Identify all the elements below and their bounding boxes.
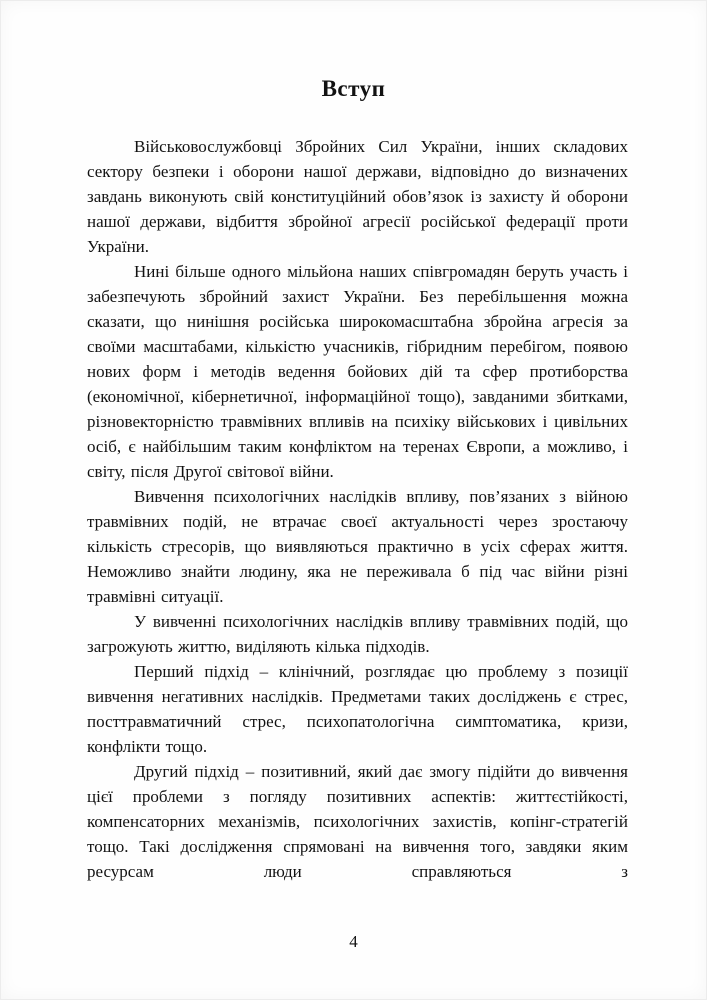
paragraph-5: Перший підхід – клінічний, розглядає цю проблему з позиції вивчення негативних наслідків. Предметами таких досліджень є стрес, посттравматичний стрес, психопатологічна симптоматика, кризи, конфлікти тощо. — [87, 662, 628, 756]
paragraph-6: Другий підхід – позитивний, який дає змогу підійти до вивчення цієї проблеми з погляду позитивних аспектів: життєстійкості, компенсаторних механізмів, психологічних захистів, копінг-стратегій тощо. Такі дослідження спрямовані на вивчення того, завдяки яким ресурсам люди справляються з — [87, 762, 628, 881]
page-number: 4 — [349, 932, 358, 951]
page-title: Вступ — [321, 76, 386, 101]
paragraph-4: У вивченні психологічних наслідків впливу травмівних подій, що загрожують життю, виділяють кілька підходів. — [87, 612, 628, 656]
paragraph-3: Вивчення психологічних наслідків впливу, пов’язаних з війною травмівних подій, не втрачає своєї актуальності через зростаючу кількість стресорів, що виявляються практично в усіх сферах життя. Неможливо знайти людину, яка не переживала б під час війни різні травмівні ситуації. — [87, 487, 628, 606]
body-text — [87, 134, 628, 884]
paragraph-2: Нині більше одного мільйона наших співгромадян беруть участь і забезпечують збройний захист України. Без перебільшення можна сказати, що нинішня російська широкомасштабна збройна агресія за своїми масштабами, кількістю учасників, гібридним перебігом, появою нових форм і методів ведення бойових дій та сфер протиборства (економічної, кібернетичної, інформаційної тощо), завданими збитками, різновекторністю травмівних впливів на психіку військових і цивільних осіб, є найбільшим таким конфліктом на теренах Європи, а можливо, і світу, після Другої світової війни. — [87, 262, 628, 481]
paragraph-1: Військовослужбовці Збройних Сил України, інших складових сектору безпеки і оборони нашої держави, відповідно до визначених завдань виконують свій конституційний обов’язок із захисту й оборони нашої держави, відбиття збройної агресії російської федерації проти України. — [87, 137, 628, 256]
